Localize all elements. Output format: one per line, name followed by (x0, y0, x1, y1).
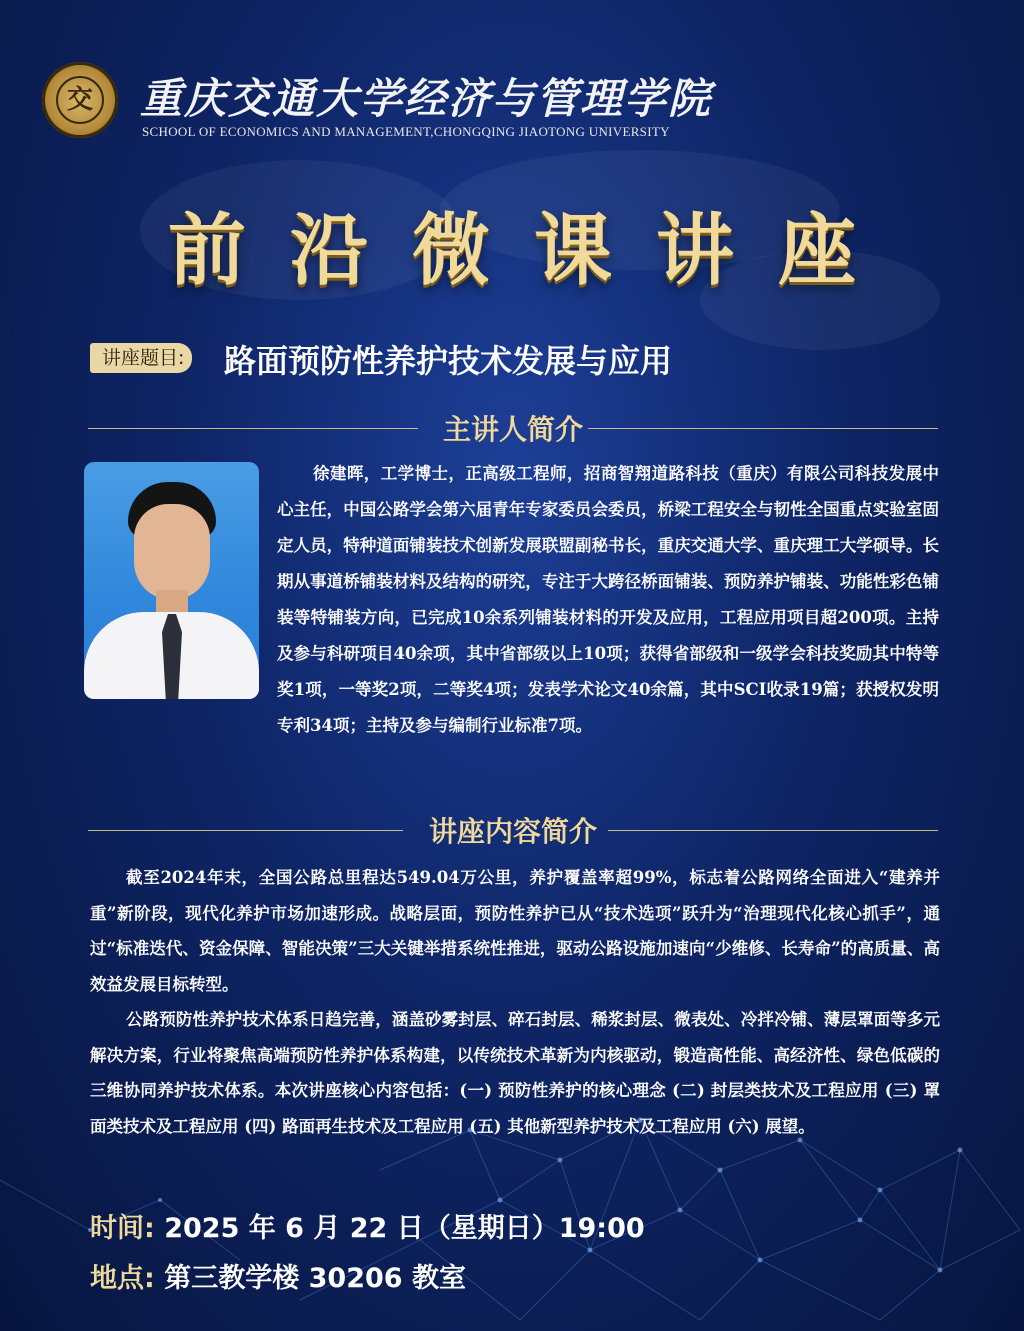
main-title: 前沿微课讲座 (167, 206, 900, 296)
speaker-bio: 徐建晖，工学博士，正高级工程师，招商智翔道路科技（重庆）有限公司科技发展中心主任，中国公路学会第六届青年专家委员会委员，桥梁工程安全与韧性全国重点实验室固定人员，特种道面铺装技术创新发展联盟副秘书长，重庆交通大学、重庆理工大学硕导。长期从事道桥铺装材料及结构的研究，专注于大跨径桥面铺装、预防养护铺装、功能性彩色铺装等特铺装方向，已完成10余系列铺装材料的开发及应用，工程应用项目超200项。主持及参与科研项目40余项，其中省部级以上10项；获得省部级和一级学会科技奖励其中特等奖1项，一等奖2项，二等奖4项；发表学术论文40余篇，其中SCI收录19篇；获授权发明专利34项；主持及参与编制行业标准7项。 (277, 464, 939, 735)
time-label: 时间: (90, 1213, 155, 1244)
university-logo (42, 62, 118, 138)
topic-label: 讲座题目: (90, 343, 192, 373)
time-value: 2025 年 6 月 22 日（星期日）19:00 (164, 1213, 645, 1244)
divider-right (608, 830, 938, 831)
divider-right (588, 428, 938, 429)
place-label: 地点: (90, 1263, 155, 1294)
content-section-heading (88, 810, 938, 850)
school-header (42, 60, 742, 150)
logo-emblem-icon: 交 (56, 76, 104, 124)
speaker-photo (84, 462, 259, 699)
speaker-heading-text: 主讲人简介 (442, 413, 583, 446)
content-paragraph: 截至2024年末，全国公路总里程达549.04万公里，养护覆盖率超99%，标志着公路网络全面进入“建养并重”新阶段，现代化养护市场加速形成。战略层面，预防性养护已从“技术选项”跃升为“治理现代化核心抓手”，通过“标准迭代、资金保障、智能决策”三大关键举措系统性推进，驱动公路设施加速向“少维修、长寿命”的高质量、高效益发展目标转型。 (90, 868, 940, 994)
topic-title: 路面预防性养护技术发展与应用 (224, 342, 673, 380)
content-heading-text: 讲座内容简介 (428, 815, 597, 848)
event-place (90, 1256, 466, 1295)
place-value: 第三教学楼 30206 教室 (164, 1263, 466, 1294)
speaker-section-heading (88, 408, 938, 448)
event-time (90, 1206, 645, 1245)
school-name-en: SCHOOL OF ECONOMICS AND MANAGEMENT,CHONGQING JIAOTONG UNIVERSITY (142, 124, 670, 139)
lecture-content (90, 860, 940, 1144)
content-paragraph: 公路预防性养护技术体系日趋完善，涵盖砂雾封层、碎石封层、稀浆封层、微表处、冷拌冷铺、薄层罩面等多元解决方案，行业将聚焦高端预防性养护体系构建，以传统技术革新为内核驱动，锻造高性能、高经济性、绿色低碳的三维协同养护技术体系。本次讲座核心内容包括：(一) 预防性养护的核心理念 (二) 封层类技术及工程应用 (三) 罩面类技术及工程应用 (四) 路面再生技术及工程应用 (五) 其他新型养护技术及工程应用 (六) 展望。 (90, 1010, 940, 1136)
school-name-cn: 重庆交通大学经济与管理学院 (140, 74, 713, 123)
topic-row (90, 336, 970, 380)
